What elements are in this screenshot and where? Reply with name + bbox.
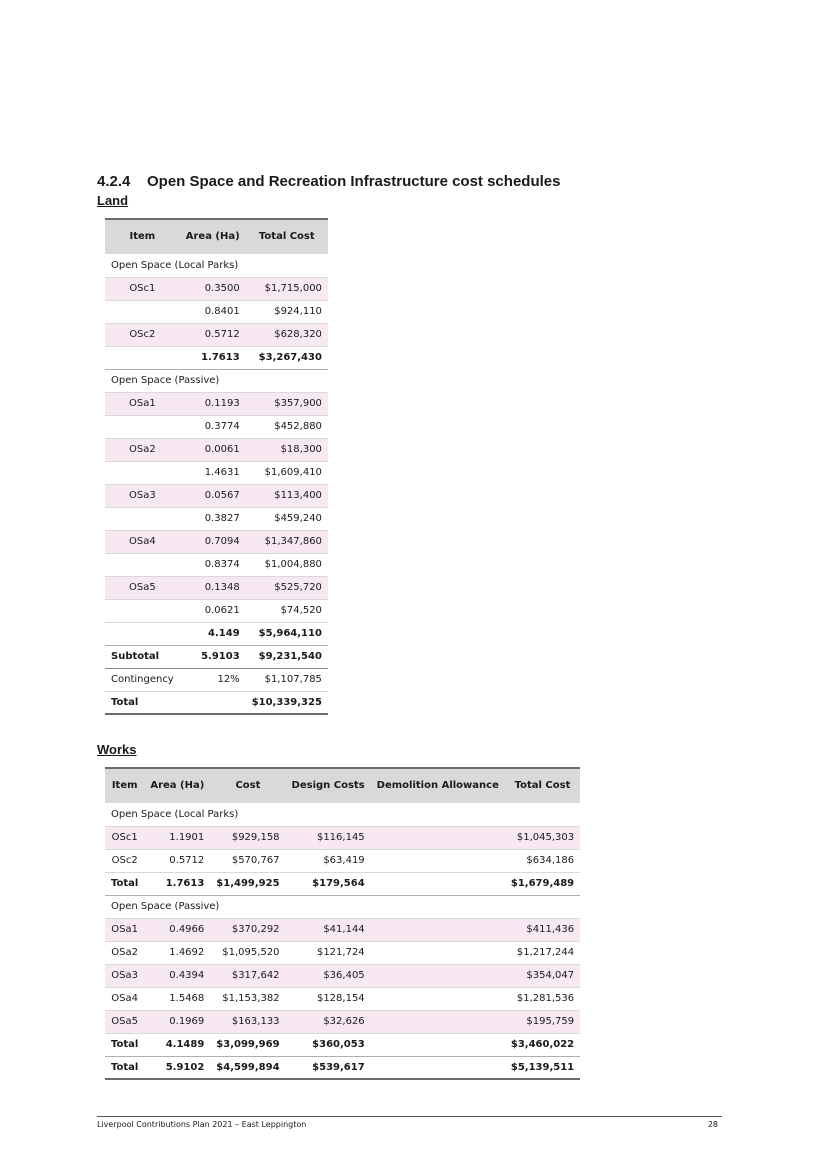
section-row xyxy=(105,803,580,826)
table-cell: OSc1 xyxy=(105,277,180,300)
table-cell: $5,964,110 xyxy=(246,622,328,645)
table-cell: 0.1193 xyxy=(180,392,246,415)
table-row xyxy=(105,438,328,461)
table-cell: OSa4 xyxy=(105,987,144,1010)
section-row xyxy=(105,895,580,918)
table-row xyxy=(105,599,328,622)
table-cell: 0.7094 xyxy=(180,530,246,553)
table-cell xyxy=(371,1033,505,1056)
table-cell: OSa2 xyxy=(105,941,144,964)
table-cell: 1.4692 xyxy=(144,941,210,964)
table-cell: $128,154 xyxy=(286,987,371,1010)
table-row xyxy=(105,1010,580,1033)
table-cell: 0.1969 xyxy=(144,1010,210,1033)
land-subheading: Land xyxy=(97,193,129,208)
table-row xyxy=(105,553,328,576)
table-cell: OSc2 xyxy=(105,323,180,346)
table-cell: $357,900 xyxy=(246,392,328,415)
table-cell xyxy=(105,599,180,622)
works-header-row xyxy=(105,768,580,803)
total-row xyxy=(105,691,328,714)
section-label: Open Space (Passive) xyxy=(105,369,328,392)
sum-row xyxy=(105,1033,580,1056)
sum-row xyxy=(105,346,328,369)
contingency-row xyxy=(105,668,328,691)
column-header: Total Cost xyxy=(246,219,328,254)
table-cell: $354,047 xyxy=(505,964,580,987)
table-cell: $924,110 xyxy=(246,300,328,323)
table-cell: Total xyxy=(105,1033,144,1056)
section-heading xyxy=(97,173,560,190)
table-cell: $74,520 xyxy=(246,599,328,622)
land-cost-table xyxy=(105,218,328,715)
column-header: Cost xyxy=(210,768,285,803)
table-cell: $525,720 xyxy=(246,576,328,599)
table-cell: 5.9102 xyxy=(144,1056,210,1079)
table-cell: 0.8401 xyxy=(180,300,246,323)
table-cell xyxy=(371,918,505,941)
table-row xyxy=(105,849,580,872)
table-row xyxy=(105,484,328,507)
table-cell: $5,139,511 xyxy=(505,1056,580,1079)
sum-row xyxy=(105,872,580,895)
table-cell: 1.4631 xyxy=(180,461,246,484)
column-header: Item xyxy=(105,768,144,803)
table-cell: 0.1348 xyxy=(180,576,246,599)
table-cell: $1,499,925 xyxy=(210,872,285,895)
table-cell xyxy=(371,872,505,895)
section-label: Open Space (Passive) xyxy=(105,895,580,918)
section-row xyxy=(105,369,328,392)
table-cell xyxy=(371,1010,505,1033)
column-header: Total Cost xyxy=(505,768,580,803)
table-cell: OSa5 xyxy=(105,1010,144,1033)
table-cell: Contingency xyxy=(105,668,180,691)
table-cell: OSa2 xyxy=(105,438,180,461)
table-row xyxy=(105,941,580,964)
table-row xyxy=(105,277,328,300)
table-cell xyxy=(105,622,180,645)
table-row xyxy=(105,392,328,415)
table-row xyxy=(105,461,328,484)
table-cell xyxy=(371,987,505,1010)
table-cell: OSa3 xyxy=(105,484,180,507)
table-cell: $1,153,382 xyxy=(210,987,285,1010)
table-cell xyxy=(105,461,180,484)
table-cell: OSa3 xyxy=(105,964,144,987)
table-cell: OSa4 xyxy=(105,530,180,553)
table-cell xyxy=(371,849,505,872)
table-cell xyxy=(105,507,180,530)
table-cell: 0.4966 xyxy=(144,918,210,941)
subtotal-row xyxy=(105,645,328,668)
table-cell: 0.0061 xyxy=(180,438,246,461)
table-row xyxy=(105,826,580,849)
table-row xyxy=(105,415,328,438)
table-cell: 0.0567 xyxy=(180,484,246,507)
column-header: Demolition Allowance xyxy=(371,768,505,803)
table-cell: Subtotal xyxy=(105,645,180,668)
table-cell: $41,144 xyxy=(286,918,371,941)
table-cell xyxy=(371,941,505,964)
table-cell: 4.149 xyxy=(180,622,246,645)
table-cell: $10,339,325 xyxy=(246,691,328,714)
section-label: Open Space (Local Parks) xyxy=(105,803,580,826)
table-cell: $121,724 xyxy=(286,941,371,964)
table-cell: $116,145 xyxy=(286,826,371,849)
table-cell: $1,107,785 xyxy=(246,668,328,691)
table-cell: 0.5712 xyxy=(180,323,246,346)
table-cell: $3,267,430 xyxy=(246,346,328,369)
table-row xyxy=(105,300,328,323)
table-cell: 1.1901 xyxy=(144,826,210,849)
table-cell: $63,419 xyxy=(286,849,371,872)
table-cell: $628,320 xyxy=(246,323,328,346)
table-cell: $570,767 xyxy=(210,849,285,872)
table-cell: Total xyxy=(105,1056,144,1079)
section-number: 4.2.4 xyxy=(97,173,131,190)
table-cell: $317,642 xyxy=(210,964,285,987)
table-cell xyxy=(371,826,505,849)
table-cell: OSa5 xyxy=(105,576,180,599)
table-cell: 0.4394 xyxy=(144,964,210,987)
table-cell: $459,240 xyxy=(246,507,328,530)
table-cell: $1,715,000 xyxy=(246,277,328,300)
table-cell: $18,300 xyxy=(246,438,328,461)
table-cell: $1,281,536 xyxy=(505,987,580,1010)
table-cell: $3,099,969 xyxy=(210,1033,285,1056)
table-cell: $113,400 xyxy=(246,484,328,507)
table-cell: OSa1 xyxy=(105,918,144,941)
section-row xyxy=(105,254,328,277)
table-cell: $4,599,894 xyxy=(210,1056,285,1079)
table-cell: $1,217,244 xyxy=(505,941,580,964)
table-cell: $1,045,303 xyxy=(505,826,580,849)
table-row xyxy=(105,507,328,530)
table-cell: $1,004,880 xyxy=(246,553,328,576)
table-row xyxy=(105,964,580,987)
column-header: Area (Ha) xyxy=(180,219,246,254)
table-cell: $1,347,860 xyxy=(246,530,328,553)
table-cell xyxy=(371,964,505,987)
total-row xyxy=(105,1056,580,1079)
table-cell: 4.1489 xyxy=(144,1033,210,1056)
table-cell: $195,759 xyxy=(505,1010,580,1033)
table-cell: 0.3774 xyxy=(180,415,246,438)
table-cell: 0.5712 xyxy=(144,849,210,872)
table-cell: 12% xyxy=(180,668,246,691)
table-cell: 1.7613 xyxy=(144,872,210,895)
table-cell: $1,095,520 xyxy=(210,941,285,964)
table-cell: Total xyxy=(105,872,144,895)
table-row xyxy=(105,987,580,1010)
table-cell: OSa1 xyxy=(105,392,180,415)
works-cost-table xyxy=(105,767,580,1080)
table-cell: $634,186 xyxy=(505,849,580,872)
table-cell: $179,564 xyxy=(286,872,371,895)
table-cell: 0.0621 xyxy=(180,599,246,622)
table-row xyxy=(105,918,580,941)
page-number: 28 xyxy=(707,1120,718,1129)
table-cell xyxy=(105,346,180,369)
table-cell: $370,292 xyxy=(210,918,285,941)
footer-text: Liverpool Contributions Plan 2021 – East Leppington xyxy=(97,1120,307,1129)
table-cell: $3,460,022 xyxy=(505,1033,580,1056)
table-row xyxy=(105,576,328,599)
page-footer xyxy=(97,1116,722,1129)
section-title: Open Space and Recreation Infrastructure cost schedules xyxy=(147,173,561,190)
table-cell xyxy=(105,415,180,438)
table-cell: $163,133 xyxy=(210,1010,285,1033)
table-cell: OSc2 xyxy=(105,849,144,872)
table-cell: OSc1 xyxy=(105,826,144,849)
table-cell: Total xyxy=(105,691,180,714)
table-cell xyxy=(180,691,246,714)
column-header: Design Costs xyxy=(286,768,371,803)
table-cell: $539,617 xyxy=(286,1056,371,1079)
table-cell xyxy=(371,1056,505,1079)
table-cell: 0.3500 xyxy=(180,277,246,300)
table-cell: $452,880 xyxy=(246,415,328,438)
table-cell: $1,609,410 xyxy=(246,461,328,484)
table-cell: $360,053 xyxy=(286,1033,371,1056)
table-row xyxy=(105,530,328,553)
works-subheading: Works xyxy=(97,742,137,757)
table-row xyxy=(105,323,328,346)
table-cell: 0.3827 xyxy=(180,507,246,530)
table-cell: $32,626 xyxy=(286,1010,371,1033)
column-header: Area (Ha) xyxy=(144,768,210,803)
column-header: Item xyxy=(105,219,180,254)
table-cell: $36,405 xyxy=(286,964,371,987)
table-cell: $9,231,540 xyxy=(246,645,328,668)
section-label: Open Space (Local Parks) xyxy=(105,254,328,277)
table-cell xyxy=(105,553,180,576)
table-cell: 1.5468 xyxy=(144,987,210,1010)
table-cell: 1.7613 xyxy=(180,346,246,369)
table-cell xyxy=(105,300,180,323)
table-cell: $1,679,489 xyxy=(505,872,580,895)
table-cell: 0.8374 xyxy=(180,553,246,576)
land-header-row xyxy=(105,219,328,254)
sum-row xyxy=(105,622,328,645)
table-cell: $929,158 xyxy=(210,826,285,849)
table-cell: $411,436 xyxy=(505,918,580,941)
table-cell: 5.9103 xyxy=(180,645,246,668)
